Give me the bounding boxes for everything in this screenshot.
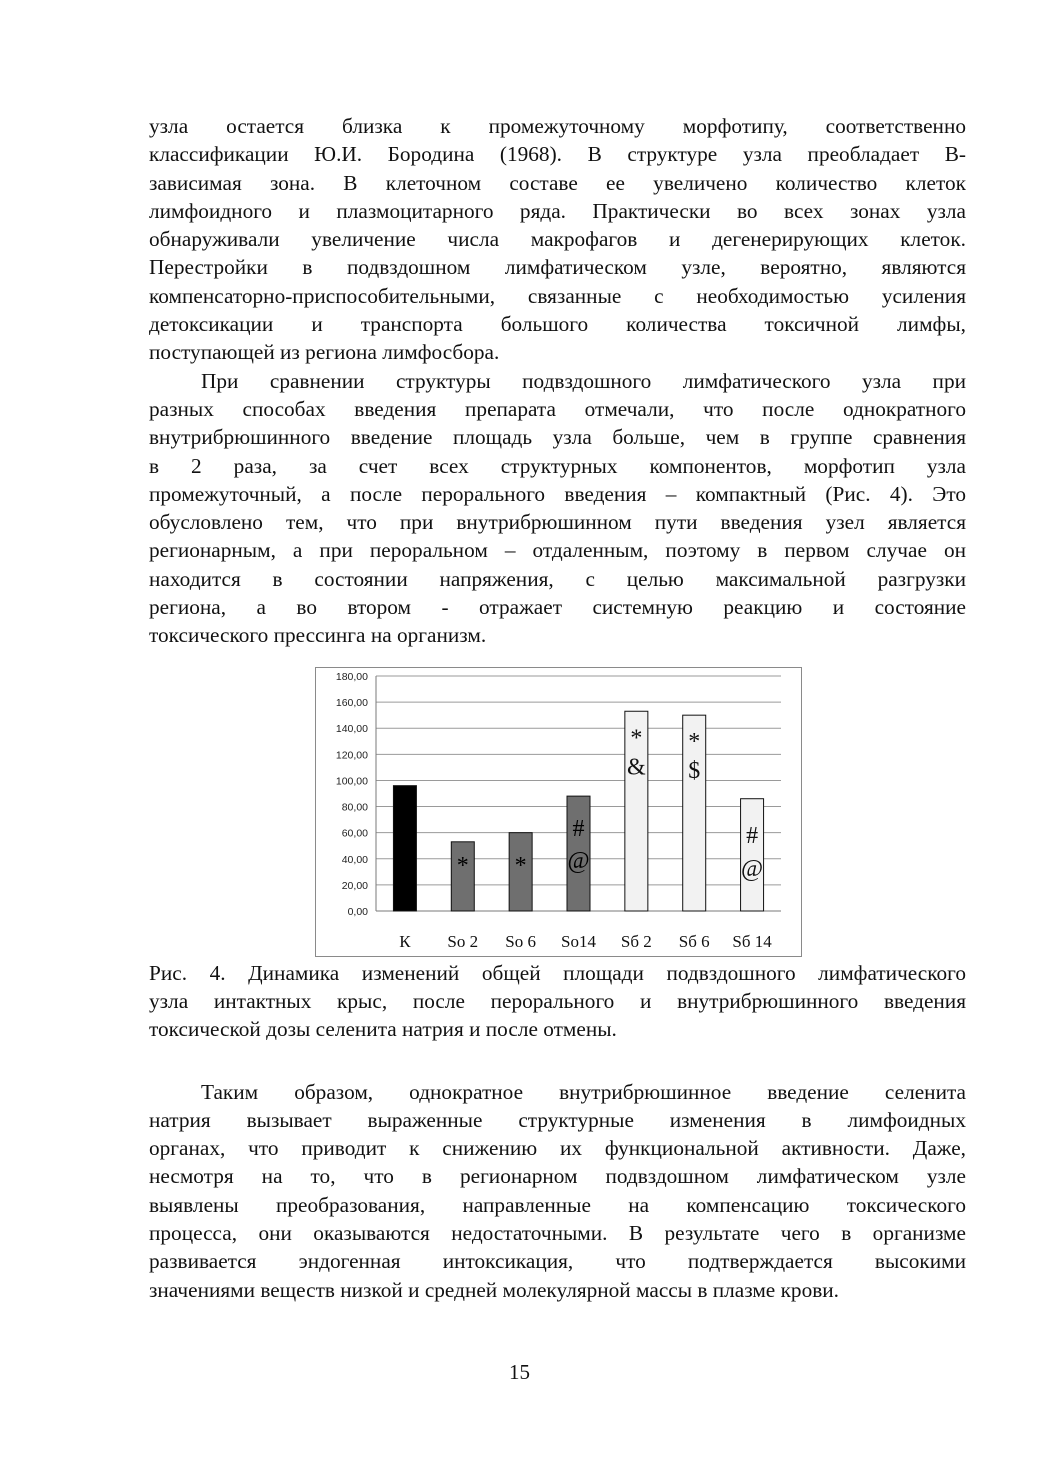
bar-annotation: *	[630, 724, 643, 751]
bar-annotation: $	[688, 757, 701, 784]
bar-annotation: *	[514, 852, 527, 879]
text-line: выявлены преобразования, направленные на компенсацию токсического	[149, 1192, 966, 1217]
x-tick-label: Sб 14	[732, 931, 772, 951]
x-tick-label: Sб 6	[678, 931, 710, 951]
text-line: несмотря на то, что в регионарном подвздошном лимфатическом узле	[149, 1164, 966, 1189]
bar-annotation: @	[741, 855, 764, 882]
paragraph-3	[149, 1078, 966, 1304]
y-tick-label: 40,00	[341, 853, 368, 866]
text-line: детоксикации и транспорта большого количества токсичной лимфы,	[149, 312, 966, 337]
text-line: Рис. 4. Динамика изменений общей площади подвздошного лимфатического	[149, 960, 966, 985]
text-line: обнаруживали увеличение числа макрофагов и дегенерирующих клеток.	[149, 227, 966, 252]
text-line: классификации Ю.И. Бородина (1968). В структуре узла преобладает В-	[149, 142, 966, 167]
x-tick-label: So 2	[447, 931, 479, 951]
paragraph-1	[149, 112, 966, 367]
text-line: зависимая зона. В клеточном составе ее увеличено количество клеток	[149, 170, 966, 195]
y-tick-label: 180,00	[335, 670, 368, 683]
text-line: значениями веществ низкой и средней молекулярной массы в плазме крови.	[149, 1277, 839, 1302]
y-tick-label: 100,00	[335, 775, 368, 788]
text-line: органах, что приводит к снижению их функциональной активности. Даже,	[149, 1136, 966, 1161]
text-line: находится в состоянии напряжения, с целью максимальной разгрузки	[149, 566, 966, 591]
text-line: Таким образом, однократное внутрибрюшинное введение селенита	[201, 1079, 966, 1104]
text-line: При сравнении структуры подвздошного лимфатического узла при	[201, 368, 966, 393]
x-tick-label: So14	[561, 931, 596, 951]
bar-1	[393, 785, 416, 910]
figure-4	[315, 667, 802, 957]
bar-annotation: &	[627, 753, 646, 780]
text-line: разных способах введения препарата отмечали, что после однократного	[149, 396, 966, 421]
text-line: Перестройки в подвздошном лимфатическом узле, вероятно, являются	[149, 255, 966, 280]
text-line: обусловлено тем, что при внутрибрюшинном пути введения узел является	[149, 510, 966, 535]
bar-annotation: @	[567, 847, 590, 874]
x-tick-label: К	[399, 931, 411, 951]
bar-annotation: *	[456, 852, 469, 879]
page-body	[149, 112, 966, 1304]
text-line: промежуточный, а после перорального введения – компактный (Рис. 4). Это	[149, 481, 966, 506]
text-line: лимфоидного и плазмоцитарного ряда. Практически во всех зонах узла	[149, 198, 966, 223]
bar-7	[741, 798, 764, 910]
figure-caption	[149, 959, 966, 1044]
paragraph-2	[149, 367, 966, 650]
text-line: токсической дозы селенита натрия и после отмены.	[149, 1017, 617, 1042]
text-line: региона, а во втором - отражает системную реакцию и состояние	[149, 595, 966, 620]
text-line: процесса, они оказываются недостаточными. В результате чего в организме	[149, 1221, 966, 1246]
text-line: регионарным, а при пероральном – отдаленным, поэтому в первом случае он	[149, 538, 966, 563]
text-line: натрия вызывает выраженные структурные изменения в лимфоидных	[149, 1107, 966, 1132]
text-line: компенсаторно-приспособительными, связанные с необходимостью усиления	[149, 283, 966, 308]
y-tick-label: 0,00	[347, 905, 368, 918]
text-line: в 2 раза, за счет всех структурных компонентов, морфотип узла	[149, 453, 966, 478]
text-line: узла интактных крыс, после перорального и внутрибрюшинного введения	[149, 988, 966, 1013]
page-number: 15	[509, 1360, 530, 1384]
y-tick-label: 120,00	[335, 748, 368, 761]
text-line: развивается эндогенная интоксикация, что подтверждается высокими	[149, 1249, 966, 1274]
y-tick-label: 60,00	[341, 827, 368, 840]
y-tick-label: 80,00	[341, 801, 368, 814]
y-tick-label: 140,00	[335, 722, 368, 735]
x-tick-label: Sб 2	[620, 931, 652, 951]
text-line: поступающей из региона лимфосбора.	[149, 340, 500, 365]
y-tick-label: 20,00	[341, 879, 368, 892]
bar-annotation: #	[746, 822, 759, 849]
text-line: узла остается близка к промежуточному морфотипу, соответственно	[149, 114, 966, 138]
bar-chart	[316, 668, 801, 956]
bar-annotation: *	[688, 728, 701, 755]
text-line: внутрибрюшинного введение площадь узла больше, чем в группе сравнения	[149, 425, 966, 450]
x-tick-label: So 6	[505, 931, 537, 951]
bar-annotation: #	[572, 815, 585, 842]
y-tick-label: 160,00	[335, 696, 368, 709]
text-line: токсического прессинга на организм.	[149, 623, 487, 648]
